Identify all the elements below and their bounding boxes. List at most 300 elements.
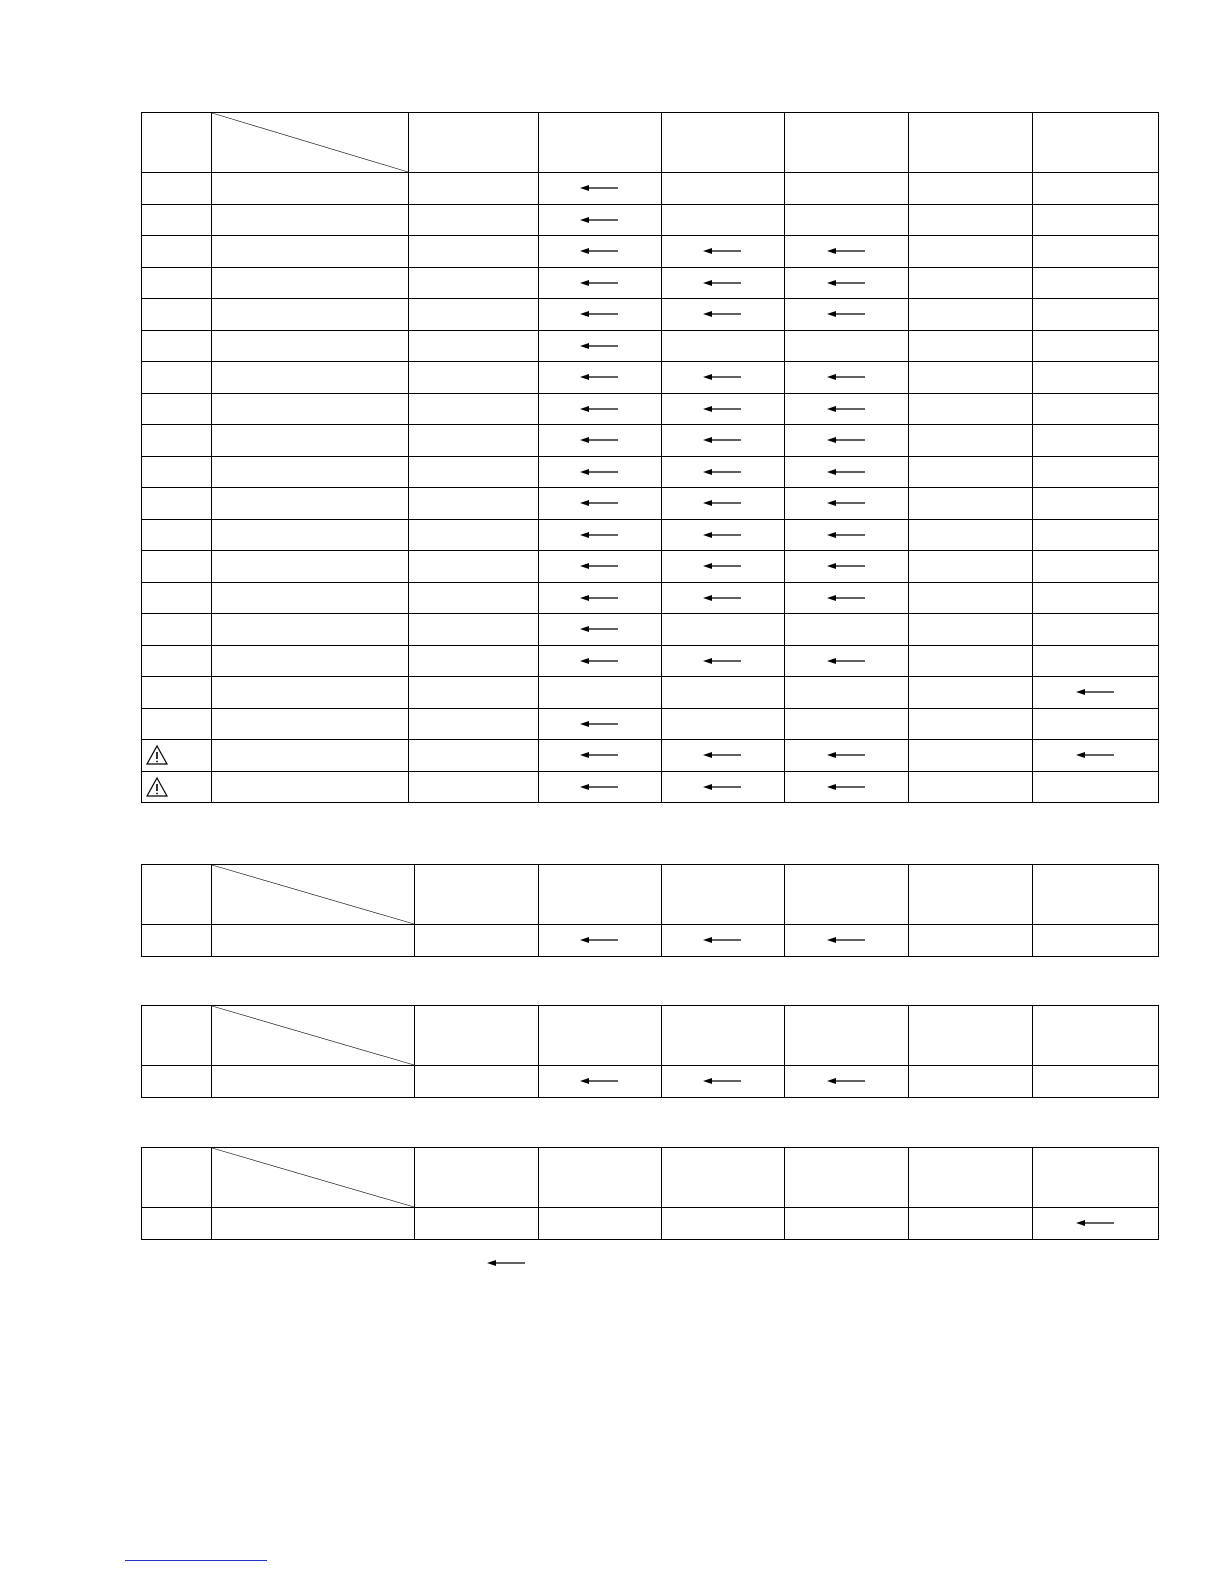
model-cell xyxy=(909,582,1033,614)
model-cell xyxy=(539,519,662,551)
header-cell xyxy=(785,865,909,925)
left-arrow-icon xyxy=(827,309,867,319)
model-cell xyxy=(662,362,785,394)
model-cell xyxy=(909,551,1033,583)
model-cell xyxy=(662,925,785,957)
model-cell xyxy=(909,677,1033,709)
ref-cell xyxy=(142,330,212,362)
ref-cell xyxy=(142,551,212,583)
ref-cell xyxy=(142,173,212,205)
model-cell xyxy=(409,740,539,772)
model-cell xyxy=(409,519,539,551)
model-cell xyxy=(785,393,909,425)
ref-cell xyxy=(142,1208,212,1240)
header-cell xyxy=(662,1148,785,1208)
model-cell xyxy=(539,582,662,614)
left-arrow-icon xyxy=(827,593,867,603)
model-cell xyxy=(1033,393,1159,425)
model-cell xyxy=(909,614,1033,646)
left-arrow-icon xyxy=(580,656,620,666)
model-cell xyxy=(785,771,909,803)
model-cell xyxy=(539,236,662,268)
header-cell xyxy=(909,1006,1033,1066)
model-cell xyxy=(539,614,662,646)
model-cell xyxy=(1033,1066,1159,1098)
ref-cell xyxy=(142,299,212,331)
description-cell xyxy=(212,267,409,299)
left-arrow-icon xyxy=(580,341,620,351)
model-cell xyxy=(662,771,785,803)
table-header-row xyxy=(142,113,1159,173)
table-row xyxy=(142,204,1159,236)
table-row xyxy=(142,925,1159,957)
model-cell xyxy=(539,771,662,803)
model-cell xyxy=(409,236,539,268)
model-cell xyxy=(662,708,785,740)
table-row xyxy=(142,362,1159,394)
model-cell xyxy=(662,456,785,488)
header-cell xyxy=(909,1148,1033,1208)
model-cell xyxy=(409,456,539,488)
model-cell xyxy=(539,456,662,488)
model-cell xyxy=(785,425,909,457)
model-cell xyxy=(1033,1208,1159,1240)
model-cell xyxy=(785,551,909,583)
left-arrow-icon xyxy=(827,750,867,760)
description-cell xyxy=(212,740,409,772)
description-cell xyxy=(212,488,409,520)
header-cell xyxy=(662,865,785,925)
header-cell xyxy=(662,1006,785,1066)
model-cell xyxy=(909,488,1033,520)
model-cell xyxy=(1033,173,1159,205)
description-cell xyxy=(212,1208,415,1240)
table-row xyxy=(142,645,1159,677)
ref-cell xyxy=(142,677,212,709)
model-cell xyxy=(1033,362,1159,394)
left-arrow-icon xyxy=(703,404,743,414)
ref-cell xyxy=(142,425,212,457)
model-cell xyxy=(409,173,539,205)
table-row xyxy=(142,708,1159,740)
model-cell xyxy=(409,425,539,457)
left-arrow-icon xyxy=(827,498,867,508)
description-cell xyxy=(212,771,409,803)
left-arrow-icon xyxy=(580,467,620,477)
header-diagonal-divider xyxy=(212,865,414,924)
left-arrow-icon xyxy=(827,782,867,792)
left-arrow-icon xyxy=(580,719,620,729)
model-cell xyxy=(539,925,662,957)
left-arrow-icon xyxy=(580,372,620,382)
model-cell xyxy=(909,299,1033,331)
description-cell xyxy=(212,677,409,709)
model-cell xyxy=(409,330,539,362)
model-cell xyxy=(662,425,785,457)
model-cell xyxy=(662,267,785,299)
model-cell xyxy=(539,677,662,709)
description-cell xyxy=(212,645,409,677)
parts-table-1 xyxy=(141,112,1159,803)
model-cell xyxy=(409,204,539,236)
left-arrow-icon xyxy=(580,1076,620,1086)
ref-cell xyxy=(142,456,212,488)
model-cell xyxy=(539,645,662,677)
model-cell xyxy=(409,551,539,583)
left-arrow-icon xyxy=(703,309,743,319)
header-cell xyxy=(909,865,1033,925)
table-row xyxy=(142,488,1159,520)
model-cell xyxy=(1033,771,1159,803)
model-cell xyxy=(539,267,662,299)
table-header-row xyxy=(142,1148,1159,1208)
left-arrow-icon xyxy=(1076,750,1116,760)
left-arrow-icon xyxy=(827,656,867,666)
model-cell xyxy=(785,267,909,299)
model-cell xyxy=(785,740,909,772)
model-cell xyxy=(662,551,785,583)
table-row xyxy=(142,519,1159,551)
left-arrow-icon xyxy=(580,593,620,603)
model-cell xyxy=(909,519,1033,551)
ref-cell xyxy=(142,519,212,551)
ref-cell xyxy=(142,645,212,677)
left-arrow-icon xyxy=(703,935,743,945)
left-arrow-icon xyxy=(580,561,620,571)
header-cell xyxy=(142,1006,212,1066)
model-cell xyxy=(1033,204,1159,236)
ref-cell xyxy=(142,267,212,299)
model-cell xyxy=(1033,267,1159,299)
model-cell xyxy=(662,330,785,362)
left-arrow-icon xyxy=(703,1076,743,1086)
model-cell xyxy=(662,488,785,520)
model-cell xyxy=(662,740,785,772)
model-cell xyxy=(662,393,785,425)
left-arrow-icon xyxy=(703,372,743,382)
model-cell xyxy=(1033,236,1159,268)
model-cell xyxy=(785,1066,909,1098)
model-cell xyxy=(785,519,909,551)
left-arrow-icon xyxy=(703,246,743,256)
legend-arrow-icon xyxy=(487,1258,527,1268)
description-cell xyxy=(212,708,409,740)
model-cell xyxy=(409,708,539,740)
table-row xyxy=(142,677,1159,709)
model-cell xyxy=(909,645,1033,677)
left-arrow-icon xyxy=(1076,1218,1116,1228)
table-row xyxy=(142,582,1159,614)
table-row xyxy=(142,393,1159,425)
table-row xyxy=(142,771,1159,803)
model-cell xyxy=(662,677,785,709)
model-cell xyxy=(785,456,909,488)
left-arrow-icon xyxy=(703,530,743,540)
model-cell xyxy=(909,456,1033,488)
left-arrow-icon xyxy=(703,498,743,508)
left-arrow-icon xyxy=(827,278,867,288)
model-cell xyxy=(909,925,1033,957)
model-cell xyxy=(662,582,785,614)
left-arrow-icon xyxy=(703,750,743,760)
header-cell xyxy=(909,113,1033,173)
table-header-row xyxy=(142,865,1159,925)
model-cell xyxy=(415,925,539,957)
model-cell xyxy=(909,1066,1033,1098)
model-cell xyxy=(909,740,1033,772)
header-cell xyxy=(415,1148,539,1208)
ref-cell xyxy=(142,708,212,740)
model-cell xyxy=(662,204,785,236)
ref-cell xyxy=(142,771,212,803)
header-cell xyxy=(785,1148,909,1208)
header-cell xyxy=(142,113,212,173)
left-arrow-icon xyxy=(703,561,743,571)
left-arrow-icon xyxy=(703,278,743,288)
model-cell xyxy=(1033,456,1159,488)
parts-table-2 xyxy=(141,864,1159,957)
table-row xyxy=(142,1208,1159,1240)
left-arrow-icon xyxy=(580,935,620,945)
left-arrow-icon xyxy=(703,435,743,445)
description-cell xyxy=(212,1066,415,1098)
model-cell xyxy=(909,708,1033,740)
model-cell xyxy=(409,677,539,709)
model-cell xyxy=(662,614,785,646)
model-cell xyxy=(662,173,785,205)
header-cell xyxy=(142,865,212,925)
model-cell xyxy=(1033,677,1159,709)
model-cell xyxy=(1033,551,1159,583)
model-cell xyxy=(409,771,539,803)
ref-cell xyxy=(142,204,212,236)
ref-cell xyxy=(142,925,212,957)
left-arrow-icon xyxy=(580,624,620,634)
description-cell xyxy=(212,551,409,583)
model-cell xyxy=(785,488,909,520)
left-arrow-icon xyxy=(580,435,620,445)
model-cell xyxy=(662,519,785,551)
model-cell xyxy=(785,582,909,614)
description-cell xyxy=(212,925,415,957)
table-row xyxy=(142,299,1159,331)
description-cell xyxy=(212,330,409,362)
model-cell xyxy=(1033,330,1159,362)
left-arrow-icon xyxy=(827,561,867,571)
model-cell xyxy=(539,425,662,457)
header-cell xyxy=(662,113,785,173)
description-cell xyxy=(212,393,409,425)
table-row xyxy=(142,456,1159,488)
ref-cell xyxy=(142,740,212,772)
model-cell xyxy=(909,236,1033,268)
table-row xyxy=(142,267,1159,299)
header-cell xyxy=(1033,1148,1159,1208)
table-row xyxy=(142,740,1159,772)
model-cell xyxy=(539,488,662,520)
model-cell xyxy=(409,582,539,614)
header-diagonal-divider xyxy=(212,1006,414,1065)
model-cell xyxy=(785,362,909,394)
header-cell xyxy=(212,865,415,925)
description-cell xyxy=(212,362,409,394)
model-cell xyxy=(1033,488,1159,520)
header-cell xyxy=(785,1006,909,1066)
header-cell xyxy=(409,113,539,173)
left-arrow-icon xyxy=(1076,687,1116,697)
model-cell xyxy=(409,488,539,520)
model-cell xyxy=(785,708,909,740)
description-cell xyxy=(212,204,409,236)
model-cell xyxy=(539,204,662,236)
left-arrow-icon xyxy=(580,183,620,193)
parts-table-3 xyxy=(141,1005,1159,1098)
header-cell xyxy=(212,113,409,173)
left-arrow-icon xyxy=(827,246,867,256)
model-cell xyxy=(539,362,662,394)
header-cell xyxy=(415,865,539,925)
left-arrow-icon xyxy=(827,372,867,382)
model-cell xyxy=(662,645,785,677)
model-cell xyxy=(909,362,1033,394)
table-row xyxy=(142,1066,1159,1098)
model-cell xyxy=(1033,645,1159,677)
left-arrow-icon xyxy=(827,530,867,540)
description-cell xyxy=(212,456,409,488)
left-arrow-icon xyxy=(827,404,867,414)
model-cell xyxy=(409,645,539,677)
model-cell xyxy=(1033,299,1159,331)
model-cell xyxy=(539,393,662,425)
description-cell xyxy=(212,236,409,268)
left-arrow-icon xyxy=(703,467,743,477)
footer-link[interactable] xyxy=(125,1554,267,1561)
model-cell xyxy=(909,393,1033,425)
table-row xyxy=(142,614,1159,646)
model-cell xyxy=(539,1066,662,1098)
left-arrow-icon xyxy=(827,435,867,445)
model-cell xyxy=(539,330,662,362)
header-cell xyxy=(1033,865,1159,925)
description-cell xyxy=(212,614,409,646)
model-cell xyxy=(662,236,785,268)
left-arrow-icon xyxy=(580,750,620,760)
model-cell xyxy=(1033,740,1159,772)
model-cell xyxy=(409,299,539,331)
header-cell xyxy=(1033,1006,1159,1066)
ref-cell xyxy=(142,236,212,268)
model-cell xyxy=(1033,519,1159,551)
model-cell xyxy=(1033,425,1159,457)
left-arrow-icon xyxy=(703,593,743,603)
header-cell xyxy=(539,865,662,925)
left-arrow-icon xyxy=(580,246,620,256)
ref-cell xyxy=(142,582,212,614)
model-cell xyxy=(909,330,1033,362)
model-cell xyxy=(785,925,909,957)
model-cell xyxy=(539,708,662,740)
header-cell xyxy=(539,1148,662,1208)
table-row xyxy=(142,173,1159,205)
table-header-row xyxy=(142,1006,1159,1066)
model-cell xyxy=(539,299,662,331)
model-cell xyxy=(785,1208,909,1240)
model-cell xyxy=(909,771,1033,803)
model-cell xyxy=(539,173,662,205)
description-cell xyxy=(212,425,409,457)
model-cell xyxy=(662,1066,785,1098)
model-cell xyxy=(785,173,909,205)
ref-cell xyxy=(142,614,212,646)
warning-triangle-icon xyxy=(146,745,168,765)
header-cell xyxy=(539,113,662,173)
model-cell xyxy=(409,362,539,394)
left-arrow-icon xyxy=(703,656,743,666)
ref-cell xyxy=(142,393,212,425)
header-cell xyxy=(212,1148,415,1208)
model-cell xyxy=(909,1208,1033,1240)
model-cell xyxy=(539,1208,662,1240)
header-diagonal-divider xyxy=(212,113,408,172)
model-cell xyxy=(909,267,1033,299)
left-arrow-icon xyxy=(580,309,620,319)
model-cell xyxy=(785,330,909,362)
model-cell xyxy=(785,299,909,331)
model-cell xyxy=(539,740,662,772)
model-cell xyxy=(785,645,909,677)
header-cell xyxy=(785,113,909,173)
model-cell xyxy=(662,1208,785,1240)
model-cell xyxy=(415,1066,539,1098)
left-arrow-icon xyxy=(827,467,867,477)
left-arrow-icon xyxy=(580,215,620,225)
left-arrow-icon xyxy=(827,1076,867,1086)
model-cell xyxy=(785,204,909,236)
model-cell xyxy=(1033,614,1159,646)
model-cell xyxy=(909,425,1033,457)
model-cell xyxy=(409,393,539,425)
description-cell xyxy=(212,173,409,205)
table-row xyxy=(142,425,1159,457)
warning-triangle-icon xyxy=(146,777,168,797)
left-arrow-icon xyxy=(580,278,620,288)
model-cell xyxy=(785,614,909,646)
left-arrow-icon xyxy=(580,404,620,414)
table-row xyxy=(142,551,1159,583)
model-cell xyxy=(909,204,1033,236)
left-arrow-icon xyxy=(580,782,620,792)
model-cell xyxy=(1033,925,1159,957)
model-cell xyxy=(1033,582,1159,614)
model-cell xyxy=(409,267,539,299)
left-arrow-icon xyxy=(703,782,743,792)
header-cell xyxy=(142,1148,212,1208)
left-arrow-icon xyxy=(580,498,620,508)
description-cell xyxy=(212,299,409,331)
model-cell xyxy=(409,614,539,646)
left-arrow-icon xyxy=(827,935,867,945)
ref-cell xyxy=(142,488,212,520)
model-cell xyxy=(539,551,662,583)
ref-cell xyxy=(142,1066,212,1098)
model-cell xyxy=(785,677,909,709)
model-cell xyxy=(1033,708,1159,740)
ref-cell xyxy=(142,362,212,394)
header-diagonal-divider xyxy=(212,1148,414,1207)
description-cell xyxy=(212,519,409,551)
header-cell xyxy=(212,1006,415,1066)
header-cell xyxy=(415,1006,539,1066)
